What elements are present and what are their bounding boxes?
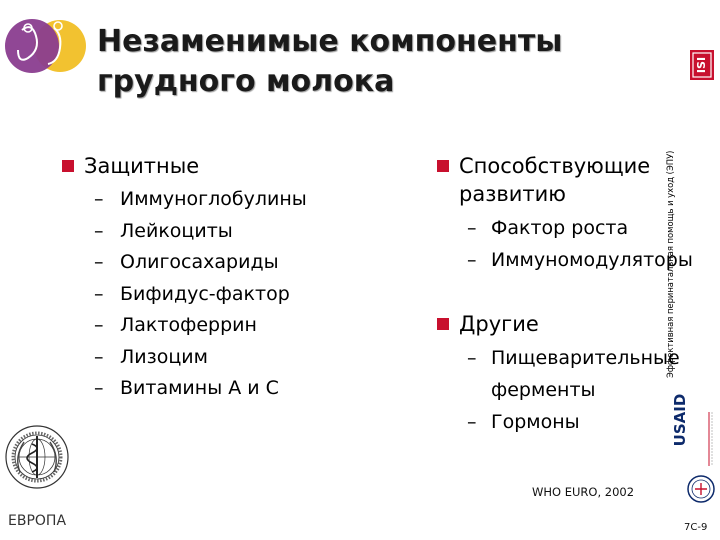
list-item-text: Гормоны	[491, 411, 580, 433]
side-caption: Эффективная перинатальная помощь и уход (ЭПУ)	[665, 150, 675, 378]
slide-title	[97, 22, 657, 102]
development-list	[437, 212, 697, 276]
dash-marker: –	[467, 249, 477, 271]
list-item	[437, 406, 697, 438]
isi-logo-text: ISI	[695, 56, 708, 74]
list-item-text: ферменты	[491, 379, 596, 401]
title-line-2: грудного молока	[97, 64, 395, 99]
dash-marker: –	[94, 282, 104, 305]
list-item	[62, 310, 382, 342]
dash-marker: –	[94, 345, 104, 368]
list-item-continuation	[437, 374, 697, 406]
bullet-square-icon	[437, 160, 449, 172]
list-item-text: Пищеварительные	[491, 347, 680, 369]
dash-marker: –	[467, 217, 477, 239]
list-item-text: Фактор роста	[491, 217, 629, 239]
title-line-1: Незаменимые компоненты	[97, 24, 563, 59]
list-item-text: Лактоферрин	[120, 314, 257, 336]
dash-marker: –	[94, 314, 104, 336]
list-item	[62, 342, 382, 374]
bullet-square-icon	[437, 318, 449, 330]
dash-marker: –	[94, 219, 104, 242]
dash-marker: –	[467, 347, 477, 369]
dash-marker: –	[467, 411, 477, 433]
other-heading-row	[437, 310, 697, 338]
list-item-text: Витамины А и С	[120, 377, 279, 399]
who-emblem-icon	[4, 424, 70, 490]
dash-marker: –	[94, 377, 104, 399]
list-item	[437, 244, 697, 276]
protective-list	[62, 184, 382, 405]
list-item-text: Иммуноглобулины	[120, 188, 307, 210]
list-item	[62, 216, 382, 248]
source-citation: WHO EURO, 2002	[532, 485, 635, 499]
list-item-text: Олигосахариды	[120, 251, 279, 273]
protective-heading-row	[62, 152, 382, 180]
usaid-seal-icon	[686, 474, 716, 504]
isi-logo-icon	[690, 50, 714, 80]
other-heading: Другие	[459, 312, 539, 336]
list-item-text: Лейкоциты	[120, 219, 233, 242]
list-item-text: Иммуномодуляторы	[491, 249, 693, 271]
list-item-text: Бифидус-фактор	[120, 282, 290, 305]
list-item	[62, 279, 382, 311]
who-europe-label: ЕВРОПА	[8, 513, 67, 529]
slide-number: 7C-9	[684, 522, 708, 533]
list-item	[62, 184, 382, 216]
list-item-text: Лизоцим	[120, 345, 208, 368]
list-item	[437, 342, 697, 374]
dash-marker: –	[94, 188, 104, 210]
list-item	[62, 373, 382, 405]
other-list	[437, 342, 697, 438]
bullet-square-icon	[62, 160, 74, 172]
usaid-logo-icon	[671, 393, 714, 470]
other-components-column	[437, 152, 697, 438]
protective-heading: Защитные	[84, 154, 200, 178]
perinatal-care-logo	[2, 8, 88, 80]
protective-column	[62, 152, 382, 405]
development-heading-row	[437, 152, 697, 208]
development-heading-line-1: Способствующие	[459, 154, 651, 178]
list-item	[437, 212, 697, 244]
list-item	[62, 247, 382, 279]
development-heading-line-2: развитию	[459, 182, 566, 206]
usaid-logo-text: USAID	[671, 393, 689, 447]
dash-marker: –	[94, 251, 104, 273]
